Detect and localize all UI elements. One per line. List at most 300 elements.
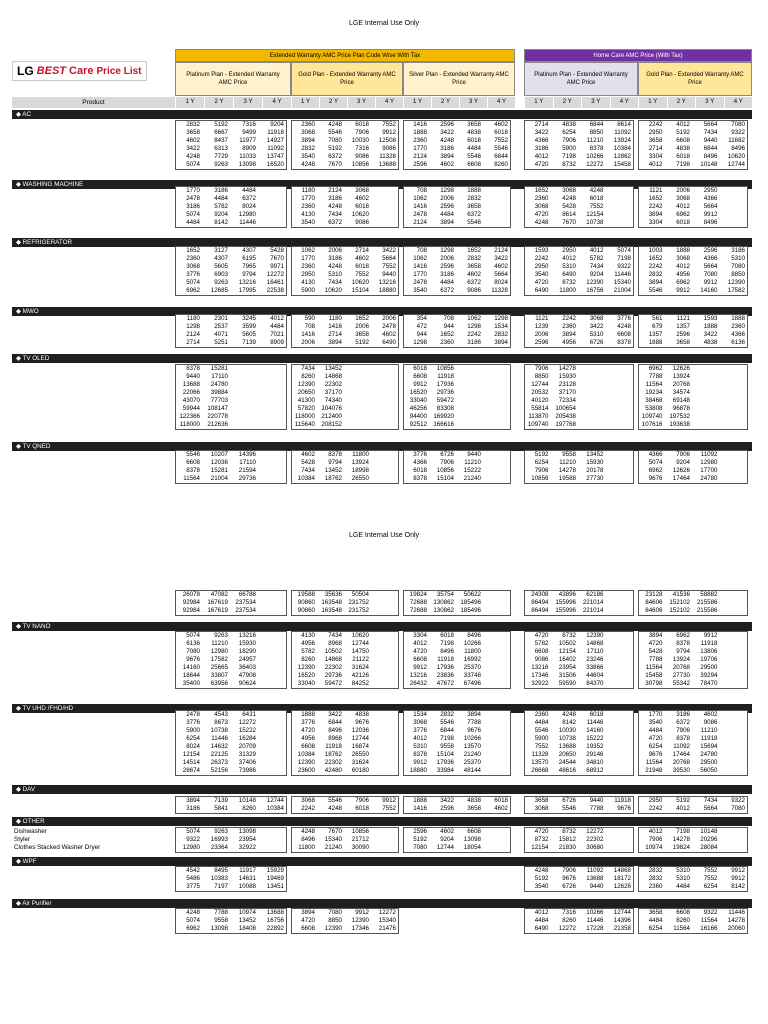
price-cell: 43070 xyxy=(182,397,200,404)
price-cell: 11918 xyxy=(614,797,631,804)
price-cell: 8437 xyxy=(214,137,228,144)
price-cell: 23364 xyxy=(210,844,228,851)
price-cell: 12272 xyxy=(378,909,396,916)
price-cell: 5546 xyxy=(328,129,342,136)
price-cell: 7552 xyxy=(703,867,718,874)
price-row xyxy=(175,271,287,279)
price-cell: 185496 xyxy=(460,599,481,606)
price-cell: 1593 xyxy=(534,247,549,254)
price-cell: 6018 xyxy=(676,153,690,160)
price-cell: 8260 xyxy=(242,805,256,812)
price-row xyxy=(524,867,634,875)
price-cell: 14868 xyxy=(324,373,342,380)
price-row xyxy=(403,648,511,656)
price-cell: 1062 xyxy=(413,195,427,202)
price-cell: 10266 xyxy=(463,640,481,647)
price-cell: 1416 xyxy=(413,121,427,128)
price-cell: 8260 xyxy=(676,917,690,924)
price-cell: 5486 xyxy=(186,875,200,882)
price-cell: 5310 xyxy=(562,263,576,270)
price-cell: 2006 xyxy=(301,339,315,346)
price-cell: 5782 xyxy=(589,255,604,262)
price-cell: 7906 xyxy=(676,451,690,458)
price-cell: 1180 xyxy=(186,315,200,322)
price-cell: 9676 xyxy=(186,656,200,663)
price-cell: 47672 xyxy=(436,680,454,687)
price-row xyxy=(403,219,511,227)
price-row xyxy=(524,331,634,339)
price-cell: 46256 xyxy=(409,405,427,412)
price-row xyxy=(403,263,511,271)
price-cell: 4838 xyxy=(467,129,481,136)
price-cell: 8496 xyxy=(703,219,718,226)
price-cell: 1888 xyxy=(413,797,427,804)
plan-header-3: Silver Plan - Extended Warranty AMC Price xyxy=(403,62,515,96)
price-cell: 10974 xyxy=(238,909,256,916)
price-cell: 13451 xyxy=(266,883,284,890)
price-cell: 7906 xyxy=(355,797,369,804)
price-cell: 13216 xyxy=(238,632,256,639)
price-cell: 1298 xyxy=(440,187,454,194)
price-row xyxy=(175,279,287,287)
price-cell: 10207 xyxy=(210,451,228,458)
price-cell: 3304 xyxy=(413,632,427,639)
price-cell: 12744 xyxy=(266,797,284,804)
price-cell: 19706 xyxy=(700,656,718,663)
price-cell: 4366 xyxy=(534,137,549,144)
price-cell: 8024 xyxy=(186,743,200,750)
price-cell: 5782 xyxy=(214,203,228,210)
price-cell: 13747 xyxy=(266,153,284,160)
price-row xyxy=(175,263,287,271)
price-cell: 9794 xyxy=(328,459,342,466)
year-label: 1 Y xyxy=(175,97,204,108)
price-cell: 14396 xyxy=(238,451,256,458)
price-cell: 8850 xyxy=(589,129,604,136)
price-cell: 12390 xyxy=(586,279,604,286)
price-cell: 11564 xyxy=(645,381,663,388)
price-cell: 4248 xyxy=(186,153,200,160)
price-cell: 354 xyxy=(416,315,427,322)
price-cell: 9204 xyxy=(214,211,228,218)
price-cell: 4602 xyxy=(703,711,718,718)
price-cell: 11918 xyxy=(267,129,284,136)
price-cell: 4720 xyxy=(534,161,549,168)
price-cell: 3186 xyxy=(676,711,690,718)
price-cell: 221014 xyxy=(582,599,604,606)
price-cell: 1888 xyxy=(467,187,481,194)
price-row xyxy=(638,331,748,339)
price-row xyxy=(175,640,287,648)
price-row xyxy=(524,323,634,331)
price-row xyxy=(175,397,287,405)
price-cell: 3540 xyxy=(301,219,315,226)
price-cell: 7788 xyxy=(648,656,663,663)
logo-lg-text: LG xyxy=(17,64,34,78)
price-row xyxy=(403,339,511,347)
price-cell: 4366 xyxy=(703,255,718,262)
price-cell: 4956 xyxy=(562,339,576,346)
price-row xyxy=(291,640,399,648)
price-cell: 12626 xyxy=(672,365,690,372)
price-cell: 152102 xyxy=(669,599,690,606)
price-cell: 9971 xyxy=(270,263,284,270)
price-row xyxy=(291,680,399,688)
price-cell: 4720 xyxy=(534,632,549,639)
price-cell: 4012 xyxy=(648,828,663,835)
price-row xyxy=(291,648,399,656)
price-cell: 59472 xyxy=(436,397,454,404)
price-cell: 193638 xyxy=(669,421,690,428)
price-cell: 1770 xyxy=(648,711,663,718)
price-cell: 4484 xyxy=(534,917,549,924)
price-row xyxy=(524,680,634,688)
price-cell: 2832 xyxy=(440,711,454,718)
price-row xyxy=(403,640,511,648)
price-row xyxy=(403,743,511,751)
price-cell: 4602 xyxy=(382,331,396,338)
price-cell: 7552 xyxy=(589,203,604,210)
price-row xyxy=(403,187,511,195)
price-row xyxy=(291,672,399,680)
price-cell: 8850 xyxy=(731,271,745,278)
price-cell: 6608 xyxy=(413,373,427,380)
price-cell: 2537 xyxy=(214,323,228,330)
price-cell: 4602 xyxy=(467,271,481,278)
price-row xyxy=(403,672,511,680)
price-row xyxy=(403,381,511,389)
price-cell: 2596 xyxy=(440,203,454,210)
price-row xyxy=(175,459,287,467)
category-header: ◆ TV NANO xyxy=(12,622,752,631)
price-cell: 20768 xyxy=(672,759,690,766)
price-cell: 25370 xyxy=(463,759,481,766)
price-cell: 17582 xyxy=(210,656,228,663)
price-cell: 32922 xyxy=(238,844,256,851)
price-cell: 2596 xyxy=(413,828,427,835)
price-cell: 24780 xyxy=(700,475,718,482)
price-row xyxy=(524,129,634,137)
price-cell: 23836 xyxy=(436,672,454,679)
price-cell: 3186 xyxy=(328,195,342,202)
price-cell: 11918 xyxy=(700,640,718,647)
price-cell: 1298 xyxy=(494,315,508,322)
price-row xyxy=(403,121,511,129)
price-cell: 18644 xyxy=(182,672,200,679)
price-cell: 1770 xyxy=(186,187,200,194)
price-cell: 4248 xyxy=(534,867,549,874)
price-cell: 12154 xyxy=(182,751,200,758)
price-cell: 4130 xyxy=(301,279,315,286)
price-cell: 5428 xyxy=(301,459,315,466)
year-label: 3 Y xyxy=(459,97,487,108)
price-cell: 30680 xyxy=(586,844,604,851)
price-row xyxy=(291,599,399,607)
price-cell: 3304 xyxy=(648,153,663,160)
price-cell: 155996 xyxy=(555,607,576,614)
price-row xyxy=(291,735,399,743)
plan-header-2: Gold Plan - Extended Warranty AMC Price xyxy=(291,62,403,96)
price-cell: 83308 xyxy=(436,405,454,412)
price-cell: 6608 xyxy=(301,743,315,750)
price-cell: 8496 xyxy=(703,153,718,160)
price-row xyxy=(638,664,748,672)
price-cell: 7906 xyxy=(562,867,576,874)
price-row xyxy=(291,591,399,599)
price-cell: 33866 xyxy=(586,664,604,671)
price-cell: 6018 xyxy=(676,219,690,226)
price-row xyxy=(291,287,399,295)
price-cell: 561 xyxy=(652,315,663,322)
price-cell: 15281 xyxy=(210,467,228,474)
price-row xyxy=(638,632,748,640)
price-cell: 7198 xyxy=(440,735,454,742)
price-cell: 21830 xyxy=(558,844,576,851)
price-cell: 14160 xyxy=(586,727,604,734)
price-cell: 7198 xyxy=(440,640,454,647)
price-row xyxy=(524,672,634,680)
price-row xyxy=(638,475,748,483)
price-row xyxy=(175,797,287,805)
price-cell: 21476 xyxy=(378,925,396,932)
price-cell: 9912 xyxy=(731,867,745,874)
price-cell: 4366 xyxy=(703,195,718,202)
price-cell: 6018 xyxy=(355,121,369,128)
price-cell: 2478 xyxy=(413,211,427,218)
price-row xyxy=(638,421,748,429)
price-cell: 4720 xyxy=(301,727,315,734)
price-cell: 15222 xyxy=(238,727,256,734)
price-cell: 7080 xyxy=(703,271,718,278)
price-cell: 7552 xyxy=(382,263,396,270)
category-header: ◆ WASHING MACHINE xyxy=(12,180,752,189)
price-cell: 6018 xyxy=(494,129,508,136)
price-cell: 18762 xyxy=(324,751,342,758)
price-cell: 17464 xyxy=(672,475,690,482)
price-cell: 7080 xyxy=(328,137,342,144)
price-cell: 9204 xyxy=(270,121,284,128)
price-cell: 3894 xyxy=(440,219,454,226)
price-cell: 3068 xyxy=(676,255,690,262)
price-cell: 10974 xyxy=(645,844,663,851)
price-cell: 237534 xyxy=(235,607,256,614)
price-cell: 2832 xyxy=(301,145,315,152)
price-cell: 8024 xyxy=(242,203,256,210)
price-row xyxy=(175,836,287,844)
price-cell: 205438 xyxy=(555,413,576,420)
category-header: ◆ REFRIGERATOR xyxy=(12,238,752,247)
price-cell: 107616 xyxy=(641,421,663,428)
price-row xyxy=(175,389,287,397)
price-cell: 18998 xyxy=(351,467,369,474)
price-cell: 3186 xyxy=(440,271,454,278)
price-cell: 6726 xyxy=(440,451,454,458)
price-cell: 53808 xyxy=(645,405,663,412)
price-cell: 9263 xyxy=(214,279,228,286)
price-row xyxy=(403,405,511,413)
price-cell: 11564 xyxy=(673,925,690,932)
price-cell: 15104 xyxy=(351,287,369,294)
price-cell: 8496 xyxy=(328,727,342,734)
price-row xyxy=(403,719,511,727)
price-cell: 3186 xyxy=(467,339,481,346)
price-cell: 5074 xyxy=(186,211,200,218)
price-cell: 5310 xyxy=(676,867,690,874)
price-cell: 5546 xyxy=(494,145,508,152)
logo-care-text: Care xyxy=(69,65,94,77)
price-row xyxy=(638,917,748,925)
price-cell: 30090 xyxy=(351,844,369,851)
price-row xyxy=(175,680,287,688)
price-row xyxy=(403,421,511,429)
price-cell: 3894 xyxy=(562,331,576,338)
price-cell: 7080 xyxy=(186,648,200,655)
price-row xyxy=(291,187,399,195)
price-cell: 22066 xyxy=(182,389,200,396)
price-cell: 3068 xyxy=(676,195,690,202)
price-cell: 10856 xyxy=(351,161,369,168)
price-row xyxy=(175,925,287,933)
price-cell: 17936 xyxy=(436,759,454,766)
price-cell: 84606 xyxy=(645,599,663,606)
price-row xyxy=(524,255,634,263)
price-cell: 2242 xyxy=(301,805,315,812)
price-cell: 5546 xyxy=(440,719,454,726)
price-cell: 59590 xyxy=(558,680,576,687)
price-cell: 9204 xyxy=(440,836,454,843)
price-cell: 9440 xyxy=(467,451,481,458)
price-cell: 10088 xyxy=(238,883,256,890)
price-cell: 5664 xyxy=(494,271,508,278)
price-row xyxy=(291,121,399,129)
price-cell: 1770 xyxy=(301,195,315,202)
price-cell: 13098 xyxy=(210,925,228,932)
price-cell: 2832 xyxy=(648,271,663,278)
price-cell: 42126 xyxy=(351,672,369,679)
price-cell: 9676 xyxy=(617,805,631,812)
price-cell: 3894 xyxy=(648,279,663,286)
price-cell: 9086 xyxy=(355,219,369,226)
price-cell: 12626 xyxy=(672,467,690,474)
price-cell: 1888 xyxy=(676,247,690,254)
price-cell: 6372 xyxy=(676,719,690,726)
price-cell: 3186 xyxy=(328,255,342,262)
year-label: 2 Y xyxy=(667,97,696,108)
price-cell: 11977 xyxy=(239,137,256,144)
year-header-group xyxy=(524,97,638,108)
price-cell: 2242 xyxy=(534,255,549,262)
price-cell: 25665 xyxy=(210,664,228,671)
price-row xyxy=(175,421,287,429)
price-cell: 1770 xyxy=(413,145,427,152)
price-cell: 2950 xyxy=(562,247,576,254)
price-cell: 6726 xyxy=(589,339,604,346)
price-cell: 9263 xyxy=(214,161,228,168)
price-cell: 13216 xyxy=(531,664,549,671)
price-cell: 24780 xyxy=(210,381,228,388)
price-cell: 6962 xyxy=(676,632,690,639)
price-cell: 13688 xyxy=(558,743,576,750)
price-row xyxy=(403,656,511,664)
price-cell: 113870 xyxy=(528,413,549,420)
price-row xyxy=(524,365,634,373)
price-cell: 13924 xyxy=(672,656,690,663)
price-row xyxy=(638,153,748,161)
year-label: 1 Y xyxy=(524,97,553,108)
price-cell: 15340 xyxy=(324,836,342,843)
price-cell: 5310 xyxy=(328,271,342,278)
price-cell: 9912 xyxy=(382,797,396,804)
year-label: 3 Y xyxy=(581,97,610,108)
price-cell: 29500 xyxy=(700,664,718,671)
price-cell: 7788 xyxy=(467,719,481,726)
price-cell: 1652 xyxy=(648,255,663,262)
price-row xyxy=(291,797,399,805)
price-cell: 3068 xyxy=(413,719,427,726)
price-row xyxy=(403,271,511,279)
price-cell: 9912 xyxy=(413,381,427,388)
price-row xyxy=(291,767,399,775)
price-cell: 8909 xyxy=(242,145,256,152)
price-cell: 7788 xyxy=(648,373,663,380)
price-cell: 6254 xyxy=(186,735,200,742)
price-row xyxy=(291,153,399,161)
price-cell: 3422 xyxy=(328,711,342,718)
price-cell: 11918 xyxy=(325,743,342,750)
price-cell: 3068 xyxy=(186,263,200,270)
price-cell: 7552 xyxy=(382,805,396,812)
price-cell: 6608 xyxy=(467,161,481,168)
price-cell: 7906 xyxy=(534,365,549,372)
year-label: 3 Y xyxy=(233,97,262,108)
price-cell: 22302 xyxy=(324,759,342,766)
price-cell: 73986 xyxy=(238,767,256,774)
price-cell: 708 xyxy=(304,323,315,330)
price-cell: 13688 xyxy=(266,909,284,916)
price-row xyxy=(524,161,634,169)
price-cell: 3775 xyxy=(186,883,200,890)
price-cell: 47082 xyxy=(210,591,228,598)
price-cell: 6136 xyxy=(186,640,200,647)
price-row xyxy=(175,161,287,169)
price-cell: 20060 xyxy=(727,925,745,932)
price-cell: 3540 xyxy=(648,719,663,726)
price-cell: 13452 xyxy=(238,917,256,924)
price-cell: 24308 xyxy=(531,591,549,598)
price-row xyxy=(403,664,511,672)
price-cell: 5310 xyxy=(676,875,690,882)
price-cell: 72688 xyxy=(409,599,427,606)
price-row xyxy=(638,365,748,373)
price-row xyxy=(403,211,511,219)
price-row xyxy=(524,271,634,279)
price-row xyxy=(524,475,634,483)
price-row xyxy=(175,759,287,767)
price-cell: 33984 xyxy=(436,767,454,774)
price-cell: 9322 xyxy=(617,263,631,270)
price-row xyxy=(291,475,399,483)
price-cell: 68912 xyxy=(586,767,604,774)
price-cell: 16461 xyxy=(266,279,284,286)
price-cell: 5664 xyxy=(703,121,718,128)
price-cell: 23128 xyxy=(558,381,576,388)
price-cell: 18880 xyxy=(378,287,396,294)
price-cell: 9912 xyxy=(382,129,396,136)
price-cell: 15104 xyxy=(436,751,454,758)
price-cell: 40120 xyxy=(531,397,549,404)
price-cell: 12744 xyxy=(351,735,369,742)
price-cell: 6608 xyxy=(301,925,315,932)
